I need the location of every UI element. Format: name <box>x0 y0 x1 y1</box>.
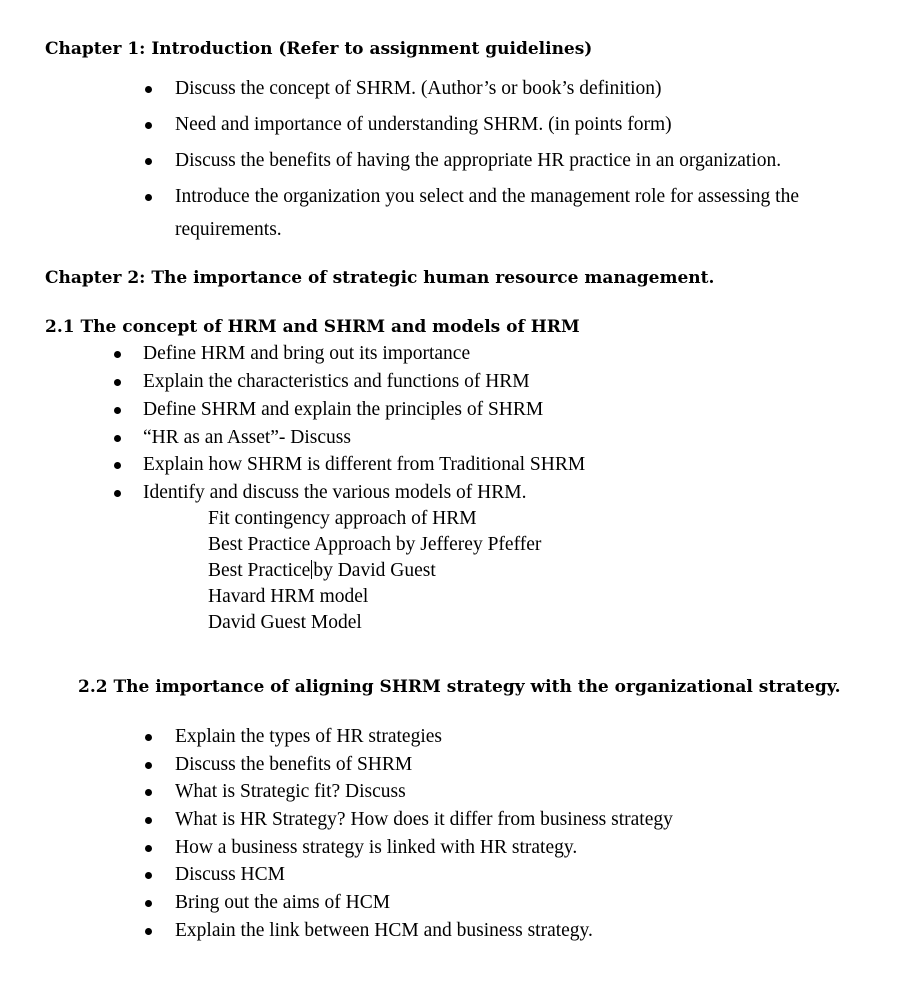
model-item-part: by David Guest <box>313 560 436 581</box>
bullet-icon <box>145 194 152 201</box>
bullet-icon <box>114 490 121 497</box>
bullet-icon <box>114 407 121 414</box>
list-item: What is HR Strategy? How does it differ from business strategy <box>175 809 673 830</box>
list-item: “HR as an Asset”- Discuss <box>143 427 351 448</box>
model-item[interactable] <box>208 560 436 582</box>
model-item: Havard HRM model <box>208 586 369 607</box>
bullet-icon <box>145 900 152 907</box>
model-item: David Guest Model <box>208 612 362 633</box>
list-item: How a business strategy is linked with HR strategy. <box>175 837 578 858</box>
model-item: Fit contingency approach of HRM <box>208 508 477 529</box>
list-item: Discuss the concept of SHRM. (Author’s or book’s definition) <box>175 78 662 99</box>
bullet-icon <box>114 379 121 386</box>
bullet-icon <box>145 872 152 879</box>
bullet-icon <box>145 86 152 93</box>
bullet-icon <box>145 158 152 165</box>
list-item: Discuss HCM <box>175 864 285 885</box>
bullet-icon <box>145 122 152 129</box>
list-item: Bring out the aims of HCM <box>175 892 391 913</box>
bullet-icon <box>145 762 152 769</box>
bullet-icon <box>145 789 152 796</box>
list-item: Introduce the organization you select and the management role for assessing the <box>175 186 799 207</box>
bullet-icon <box>114 435 121 442</box>
bullet-icon <box>145 928 152 935</box>
list-item-continuation: requirements. <box>175 219 282 240</box>
list-item: Explain the types of HR strategies <box>175 726 442 747</box>
chapter2-heading: Chapter 2: The importance of strategic human resource management. <box>45 268 715 288</box>
list-item: Explain how SHRM is different from Traditional SHRM <box>143 454 586 475</box>
list-item: Define SHRM and explain the principles of SHRM <box>143 399 544 420</box>
list-item: Discuss the benefits of SHRM <box>175 754 413 775</box>
list-item: Identify and discuss the various models of HRM. <box>143 482 527 503</box>
chapter1-heading: Chapter 1: Introduction (Refer to assignment guidelines) <box>45 39 593 59</box>
list-item: Need and importance of understanding SHRM. (in points form) <box>175 114 672 135</box>
list-item: Explain the link between HCM and business strategy. <box>175 920 593 941</box>
section-2-1-heading: 2.1 The concept of HRM and SHRM and models of HRM <box>45 317 580 337</box>
bullet-icon <box>114 462 121 469</box>
list-item: Define HRM and bring out its importance <box>143 343 471 364</box>
list-item: Discuss the benefits of having the appropriate HR practice in an organization. <box>175 150 782 171</box>
list-item: What is Strategic fit? Discuss <box>175 781 406 802</box>
list-item: Explain the characteristics and functions of HRM <box>143 371 530 392</box>
model-item: Best Practice Approach by Jefferey Pfeffer <box>208 534 542 555</box>
bullet-icon <box>145 817 152 824</box>
bullet-icon <box>145 734 152 741</box>
section-2-2-heading: 2.2 The importance of aligning SHRM strategy with the organizational strategy. <box>78 677 841 697</box>
model-item-part: Best Practice <box>208 560 311 581</box>
bullet-icon <box>114 351 121 358</box>
bullet-icon <box>145 845 152 852</box>
